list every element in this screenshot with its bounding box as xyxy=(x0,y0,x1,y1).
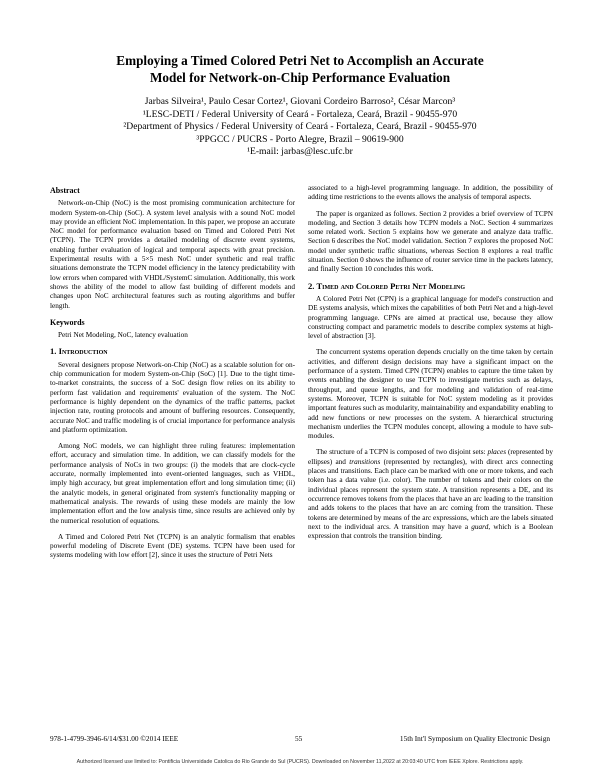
affiliation-1: ¹LESC-DETI / Federal University of Ceará - Fortaleza, Ceará, Brazil - 90455-970 xyxy=(142,108,458,120)
left-column xyxy=(50,184,295,568)
keywords-heading: Keywords xyxy=(50,317,85,327)
tcpn-paragraph-2: The concurrent systems operation depends crucially on the time taken by certain activities, and different design decisions may have a significant impact on the performance of a system. Timed CPN (TCPN) enables to capture the time taken by events enabling the designer to use TCPN to investigate metrics such as delays, throughput, and queue lengths, and for modeling and validation of real-time systems. Moreover, TCPN is suitable for NoC system modeling as it provides important features such as modularity, maintainability and expandability enabling to add new functions or new processes on the system. A hierarchical structuring mechanism underlies the TCPN modules concept, allowing a module to have sub-modules. xyxy=(308,348,553,441)
intro-paragraph-continued: associated to a high-level programming language. In addition, the possibility of adding time restrictions to the events allows the analysis of temporal aspects. xyxy=(308,184,553,202)
title-line-1: Employing a Timed Colored Petri Net to Accomplish an Accurate xyxy=(116,53,484,68)
paper-title xyxy=(60,52,540,86)
tcpn-p3-start: The structure of a TCPN is composed of two disjoint sets: xyxy=(316,448,488,457)
footer-isbn: 978-1-4799-3946-6/14/$31.00 ©2014 IEEE xyxy=(50,734,179,743)
license-notice: Authorized licensed use limited to: Pontificia Universidade Catolica do Rio Grande do Sul (PUCRS). Downloaded on November 11,2022 at 20:03:40 UTC from IEEE Xplore. Restrictions apply. xyxy=(76,759,524,765)
organization-paragraph: The paper is organized as follows. Section 2 provides a brief overview of TCPN modeling, and Section 3 details how TCPN models a NoC. Section 4 summarizes some related work. Section 5 explains how we generate and analyze data traffic. Section 6 describes the NoC model validation. Section 7 explores the proposed NoC model under synthetic traffic situations, whereas Section 8 explores a real traffic situation. Section 0 shows the influence of router service time in the packets latency, and finally Section 10 concludes this work. xyxy=(308,209,553,274)
authors-line: Jarbas Silveira¹, Paulo Cesar Cortez¹, Giovani Cordeiro Barroso², César Marcon³ xyxy=(144,96,456,107)
intro-paragraph-1: Several designers propose Network-on-Chip (NoC) as a scalable solution for on-chip communication for modern System-on-Chip (SoC) [1]. Due to the tight time-to-market constraints, the success of a SoC design flow relies on its ability to perform fast validation and requirements' evaluation of the system. The NoC performance is highly dependent on the dynamics of the traffic patterns, packet injection rate, routing protocols and amount of buffering resources. Consequently, accurate NoC and traffic modeling is of crucial importance for performance analysis and platform optimization. xyxy=(50,360,295,434)
intro-paragraph-2: Among NoC models, we can highlight three ruling features: implementation effort, accuracy and simulation time. In addition, we can classify models for the performance analysis of NoCs in two groups: (i) the models that are clock-cycle accurate, normally implemented into event-oriented languages, such as VHDL, imply high accuracy, but great implementation effort and long simulation time; (ii) the analytic models, in general originated from system's functionality mapping or mathematical analysis. The rewards of using these models are mainly the low implementation effort and the low analysis time, since results are achieved only by the numerical resolution of equations. xyxy=(50,442,295,525)
page-number: 55 xyxy=(295,734,303,743)
term-transitions: transitions xyxy=(349,457,381,466)
abstract-heading: Abstract xyxy=(50,186,80,195)
page-footer xyxy=(50,734,550,743)
affiliation-2: ²Department of Physics / Federal University of Ceará - Fortaleza, Ceará, Brazil - 90455-970 xyxy=(123,121,477,132)
right-column xyxy=(308,184,553,548)
affiliation-3: ³PPGCC / PUCRS - Porto Alegre, Brazil – 90619-900 xyxy=(196,133,404,145)
author-block xyxy=(40,96,560,159)
term-guard: guard xyxy=(471,522,489,531)
term-places: places xyxy=(487,448,507,457)
tcpn-p3-mid: (represented by ellipses) and xyxy=(308,448,553,466)
tcpn-paragraph-1: A Colored Petri Net (CPN) is a graphical language for model's construction and DE systems analysis, which mixes the capabilities of both Petri Net and a high-level programming language. CPNs are aimed at practical use, because they allow constructing compact and parametric models to describe complex systems at high-level of abstraction [3]. xyxy=(308,294,553,341)
tcpn-paragraph-3 xyxy=(308,448,553,541)
tcpn-p3-end: , which is a Boolean expression that controls the transition binding. xyxy=(308,522,553,541)
intro-paragraph-3: A Timed and Colored Petri Net (TCPN) is an analytic formalism that enables powerful modeling of Discrete Event (DE) systems. TCPN have been used for systems modeling with low effort [2], since it uses the structure of Petri Nets xyxy=(50,532,295,560)
keywords-text: Petri Net Modeling, NoC, latency evaluation xyxy=(58,331,188,340)
title-line-2: Model for Network-on-Chip Performance Evaluation xyxy=(149,70,451,85)
footer-venue: 15th Int'l Symposium on Quality Electronic Design xyxy=(399,734,550,743)
section-1-heading: 1. Introduction xyxy=(50,346,108,357)
tcpn-p3-rest: (represented by rectangles), with direct arcs connecting places and transitions. Each place can be marked with one or more tokens, and each token has a data value (i.e. color). The number of tokens and their colors on the individual places represent the system state. A transition represents a DE, and its occurrence removes tokens from the places that have an arc leading to the transition and adds tokens to the places that have an arc coming from the transition. These tokens are determined by means of the arc expressions, which are the labels situated next to the individual arcs. A transition may have a xyxy=(308,457,553,531)
author-email: ¹E-mail: jarbas@lesc.ufc.br xyxy=(247,146,353,157)
section-2-heading: 2. Timed and Colored Petri Net Modeling xyxy=(308,280,466,291)
abstract-text: Network-on-Chip (NoC) is the most promising communication architecture for modern System-on-Chip (SoC). A system level analysis with a sound NoC model may provide an efficient NoC implementation. In this paper, we propose an accurate NoC model for performance evaluation based on Timed and Colored Petri Net (TCPN). The TCPN provides a detailed modeling of discrete event systems, enabling further evaluation of logical and temporal aspects with great precision. Experimental results with a 5×5 mesh NoC under synthetic and real traffic situations demonstrate the TCPN model efficiency in the latency predictability with low errors when compared with VHDL/SystemC simulation. Additionally, this work shows the ability of the model to allow fast building of different models and changes upon NoC architectural features such as routing algorithms and buffer length. xyxy=(50,199,295,310)
